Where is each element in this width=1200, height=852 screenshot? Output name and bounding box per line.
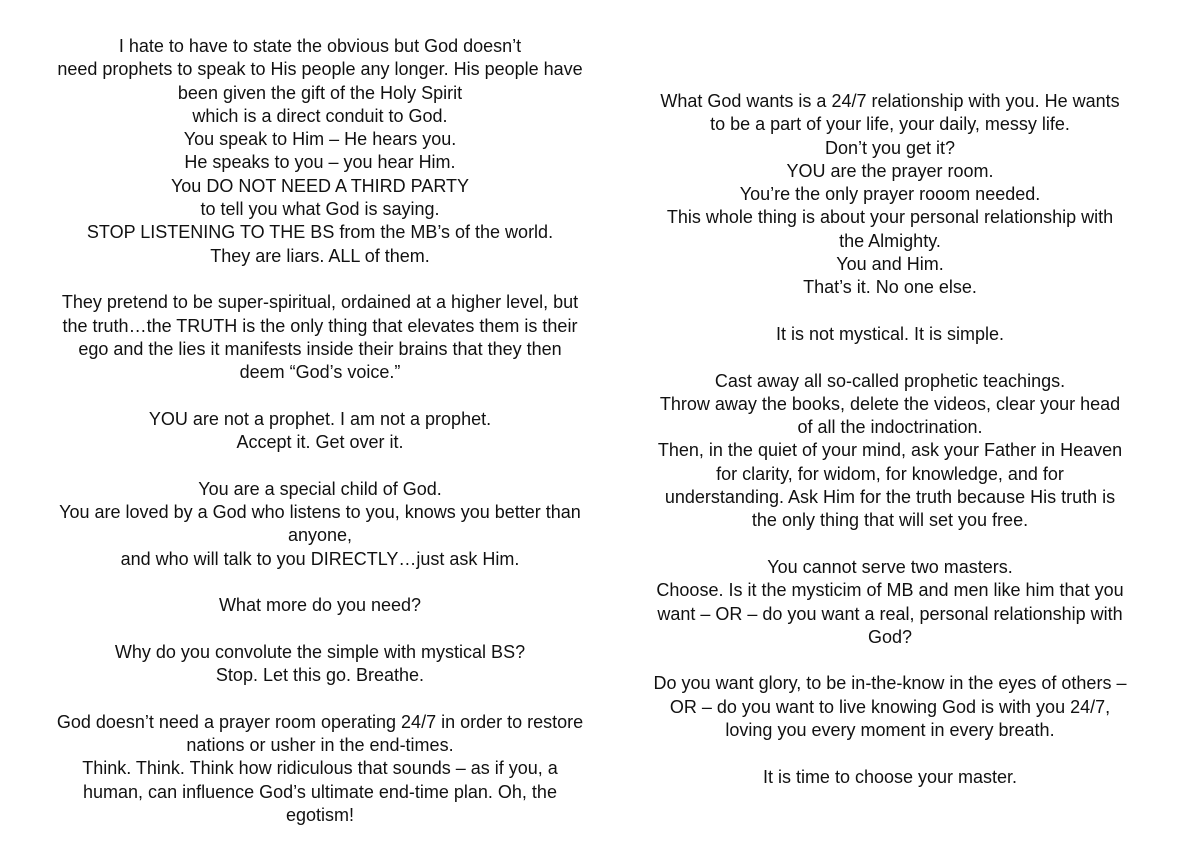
text-line: Accept it. Get over it. <box>236 432 404 453</box>
text-line: That’s it. No one else. <box>803 277 977 298</box>
text-line: which is a direct conduit to God. <box>192 105 448 126</box>
text-line: This whole thing is about your personal relationship with <box>666 207 1114 228</box>
text-line: the only thing that will set you free. <box>751 510 1029 531</box>
text-line: STOP LISTENING TO THE BS from the MB’s of the world. <box>86 222 554 243</box>
text-line: Why do you convolute the simple with mystical BS? <box>114 641 526 662</box>
text-line: nations or usher in the end-times. <box>186 734 454 755</box>
paragraph-gap <box>20 617 620 640</box>
text-line: It is not mystical. It is simple. <box>775 323 1005 344</box>
text-line: the Almighty. <box>839 230 941 251</box>
right-text-column <box>630 90 1150 789</box>
text-line: Cast away all so-called prophetic teachings. <box>714 370 1066 391</box>
text-line: been given the gift of the Holy Spirit <box>177 82 463 103</box>
left-paragraph-6 <box>20 641 620 688</box>
text-line: OR – do you want to live knowing God is with you 24/7, <box>669 696 1111 717</box>
text-line: They pretend to be super-spiritual, ordained at a higher level, but <box>61 292 579 313</box>
text-line: egotism! <box>285 804 355 825</box>
text-line: and who will talk to you DIRECTLY…just ask Him. <box>120 548 520 569</box>
text-line: What God wants is a 24/7 relationship with you. He wants <box>660 91 1120 111</box>
text-line: of all the indoctrination. <box>797 417 983 438</box>
text-line: You speak to Him – He hears you. <box>183 129 457 150</box>
text-line: need prophets to speak to His people any longer. His people have <box>57 59 583 80</box>
text-line: Stop. Let this go. Breathe. <box>215 665 425 686</box>
text-line: You are a special child of God. <box>198 478 442 499</box>
left-paragraph-3 <box>20 408 620 455</box>
text-line: to tell you what God is saying. <box>200 199 440 220</box>
right-paragraph-1 <box>630 90 1150 300</box>
left-paragraph-4 <box>20 478 620 571</box>
left-paragraph-5 <box>20 594 620 617</box>
paragraph-gap <box>630 300 1150 323</box>
text-line: Don’t you get it? <box>824 137 956 158</box>
text-line: You’re the only prayer rooom needed. <box>739 184 1041 205</box>
text-line: What more do you need? <box>218 595 422 616</box>
text-line: Choose. Is it the mysticim of MB and men like him that you <box>656 580 1124 601</box>
text-line: You are loved by a God who listens to you, knows you better than <box>59 501 581 522</box>
paragraph-gap <box>630 649 1150 672</box>
text-line: Throw away the books, delete the videos, clear your head <box>659 393 1121 414</box>
text-line: loving you every moment in every breath. <box>725 720 1055 741</box>
right-paragraph-2 <box>630 323 1150 346</box>
paragraph-gap <box>20 687 620 710</box>
text-line: You cannot serve two masters. <box>767 556 1013 577</box>
text-line: understanding. Ask Him for the truth because His truth is <box>664 487 1116 508</box>
text-line: You and Him. <box>836 254 944 275</box>
left-paragraph-7 <box>20 711 620 827</box>
text-line: I hate to have to state the obvious but God doesn’t <box>118 36 522 56</box>
text-line: They are liars. ALL of them. <box>210 245 430 266</box>
text-line: for clarity, for widom, for knowledge, and for <box>716 463 1064 484</box>
left-paragraph-2 <box>20 291 620 384</box>
text-line: He speaks to you – you hear Him. <box>184 152 456 173</box>
paragraph-gap <box>630 346 1150 369</box>
text-line: want – OR – do you want a real, personal relationship with <box>657 603 1123 624</box>
text-line: human, can influence God’s ultimate end-time plan. Oh, the <box>83 781 557 802</box>
text-line: Think. Think. Think how ridiculous that sounds – as if you, a <box>82 758 558 779</box>
text-line: God doesn’t need a prayer room operating 24/7 in order to restore <box>56 711 584 732</box>
left-paragraph-1 <box>20 35 620 268</box>
paragraph-gap <box>20 384 620 407</box>
right-paragraph-4 <box>630 556 1150 649</box>
text-line: the truth…the TRUTH is the only thing that elevates them is their <box>62 315 578 336</box>
paragraph-gap <box>20 571 620 594</box>
text-line: anyone, <box>287 525 353 546</box>
paragraph-gap <box>20 268 620 291</box>
text-line: It is time to choose your master. <box>762 766 1018 787</box>
text-line: YOU are the prayer room. <box>786 160 994 181</box>
text-line: to be a part of your life, your daily, messy life. <box>710 114 1070 135</box>
text-line: God? <box>867 626 913 647</box>
right-paragraph-3 <box>630 370 1150 533</box>
right-paragraph-6 <box>630 766 1150 789</box>
text-line: YOU are not a prophet. I am not a prophet. <box>148 408 492 429</box>
text-line: ego and the lies it manifests inside their brains that they then <box>78 338 562 359</box>
text-line: Do you want glory, to be in-the-know in the eyes of others – <box>653 673 1127 694</box>
paragraph-gap <box>630 742 1150 765</box>
right-paragraph-5 <box>630 672 1150 742</box>
text-line: Then, in the quiet of your mind, ask your Father in Heaven <box>657 440 1123 461</box>
text-line: deem “God’s voice.” <box>239 362 401 383</box>
paragraph-gap <box>20 454 620 477</box>
left-text-column <box>20 35 620 827</box>
text-line: You DO NOT NEED A THIRD PARTY <box>170 175 470 196</box>
paragraph-gap <box>630 533 1150 556</box>
